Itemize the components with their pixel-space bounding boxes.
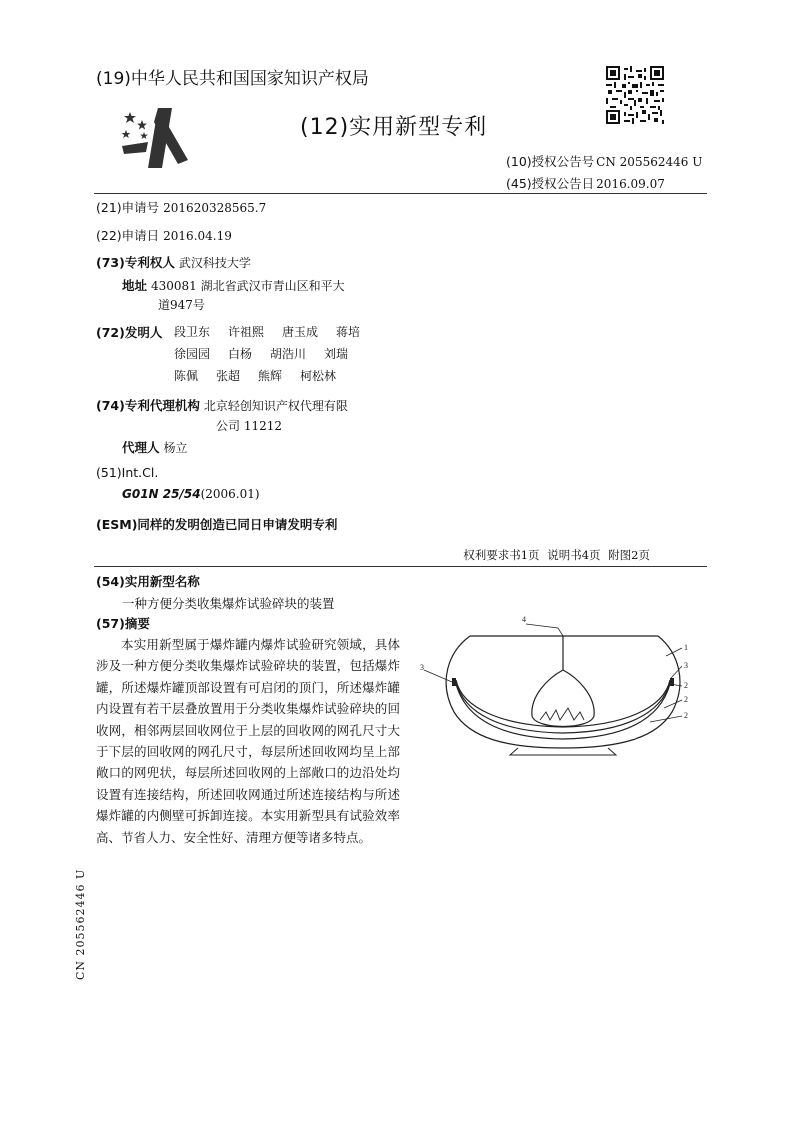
document-type: (12)实用新型专利 [300,115,488,140]
utility-model-title: 一种方便分类收集爆炸试验碎块的装置 [122,596,335,611]
figure-label: 1 [684,643,688,652]
inventor-name: 许祖熙 [228,325,265,339]
address-field [122,276,345,294]
agent-label: 代理人 [122,440,160,455]
patentee-field [96,253,251,271]
cnipa-logo-icon [118,102,194,176]
figure-label: 3 [684,661,688,670]
publication-date: 2016.09.07 [596,177,665,191]
agency-line-2: 公司 11212 [216,419,282,433]
inventor-name: 柯松林 [300,369,337,383]
inventors-label: (72)发明人 [96,325,163,340]
agent-field [122,438,188,456]
inventor-name: 白杨 [228,347,253,361]
connection-clip-left [452,678,456,686]
abstract-text: 本实用新型属于爆炸罐内爆炸试验研究领域，具体涉及一种方便分类收集爆炸试验碎块的装置，包括爆炸罐，所述爆炸罐顶部设置有可启闭的顶门，所述爆炸罐内设置有若干层叠放置用于分类收集爆炸试验碎块的回收网，相邻两层回收网位于上层的回收网的网孔尺寸大于下层的回收网的网孔尺寸，每层所述回收网均呈上部敞口的网兜状，每层所述回收网的上部敞口的边沿处均设置有连接结构，所述回收网通过所述连接结构与所述爆炸罐的内侧壁可拆卸连接。本实用新型具有试验效率高、节省人力、安全性好、清理方便等诸多特点。 [96,637,400,845]
connection-clip-right [670,678,674,686]
address-line-2: 道947号 [158,298,205,312]
inventor-name: 胡浩川 [270,347,307,361]
publication-date-row [506,174,665,192]
patentee: 武汉科技大学 [178,256,251,270]
inventor-name: 熊辉 [258,369,283,383]
agency: 北京轻创知识产权代理有限 [203,399,348,413]
publication-number-row [506,152,702,170]
application-number: 201620328565.7 [163,201,267,215]
inventor-name: 唐玉成 [282,325,319,339]
address-line-2-wrap [158,296,205,313]
inventors-row-2 [174,345,366,362]
figure-label: 2 [684,711,688,720]
title-label: (54)实用新型名称 [96,574,200,589]
address-label: 地址 [122,278,148,293]
ipc-label: (51)Int.Cl. [96,465,159,480]
inventors-label-wrap [96,323,162,341]
qr-code-icon [606,66,664,124]
explosion-tank-drawing [418,612,708,760]
publication-number-label: (10)授权公告号 [506,154,595,169]
application-date-field [96,226,232,244]
figure-label: 2 [684,681,688,690]
inventor-name: 蒋培 [336,325,361,339]
ipc-code: G01N 25/54 [122,487,201,501]
inventors-row-1 [174,323,378,340]
leader-line-4 [526,624,563,636]
figure-label: 2 [684,695,688,704]
title-label-wrap [96,572,200,590]
ipc-field [122,486,260,501]
abstract-label: (57)摘要 [96,616,150,631]
application-number-field [96,198,266,216]
leader-line-2b [664,700,682,708]
inventor-name: 陈佩 [174,369,199,383]
vertical-publication-number: CN 205562446 U [74,868,87,980]
inventor-name: 徐园园 [174,347,211,361]
leader-line-2c [650,716,682,722]
inventors-row-3 [174,367,354,384]
inventor-name: 段卫东 [174,325,211,339]
application-number-label: (21)申请号 [96,200,160,215]
patentee-label: (73)专利权人 [96,255,175,270]
application-date-label: (22)申请日 [96,228,160,243]
agency-label: (74)专利代理机构 [96,398,200,413]
publication-date-label: (45)授权公告日 [506,176,595,191]
base-support [510,748,616,755]
collection-net-2 [456,682,670,733]
debris [540,708,584,720]
publication-number: CN 205562446 U [596,155,703,169]
office-name: (19)中华人民共和国国家知识产权局 [96,69,369,89]
ipc-label-wrap [96,465,158,480]
agency-line-2-wrap [216,417,282,434]
collection-net-1 [456,684,670,739]
header-divider [94,193,707,194]
abstract-label-wrap [96,614,150,632]
inventor-name: 张超 [216,369,241,383]
ipc-version: (2006.01) [200,487,260,501]
collection-net-3 [456,680,670,727]
page-counts: 权利要求书1页 说明书4页 附图2页 [463,548,650,562]
leader-line-3-left [424,670,452,682]
agent: 杨立 [163,441,188,455]
address-line-1: 430081 湖北省武汉市青山区和平大 [151,279,345,293]
figure-label: 3 [420,663,424,672]
inventor-name: 刘瑞 [324,347,349,361]
esm-note-wrap [96,515,337,533]
figure-label: 4 [522,615,526,624]
application-date: 2016.04.19 [163,229,232,243]
section-divider [94,566,707,567]
leader-line-3-right [671,666,682,678]
agency-field [96,396,348,414]
esm-note: (ESM)同样的发明创造已同日申请发明专利 [96,517,338,532]
